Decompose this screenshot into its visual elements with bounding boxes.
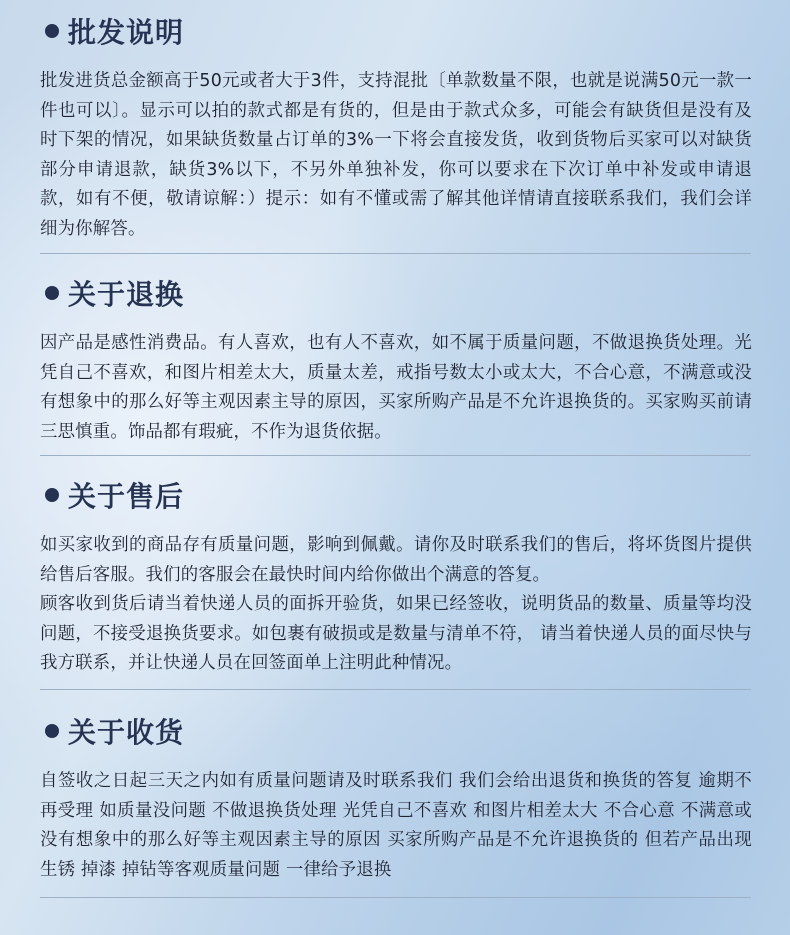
section-body (40, 531, 752, 679)
section-heading (40, 475, 752, 515)
divider (40, 897, 751, 898)
bullet-dot-icon (45, 488, 59, 502)
paragraph: 顾客收到货后请当着快递人员的面拆开验货，如果已经签收，说明货品的数量、质量等均没问题，不接受退换货要求。如包裹有破损或是数量与清单不符， 请当着快递人员的面尽快与我方联系，并让快递人员在回签面单上注明此种情况。 (40, 594, 752, 674)
section-title: 关于收货 (68, 716, 185, 749)
bullet-dot-icon (45, 724, 59, 738)
divider (40, 455, 751, 456)
section-title: 关于售后 (68, 480, 185, 513)
bullet-dot-icon (45, 24, 59, 38)
section-body (40, 329, 752, 447)
section-heading (40, 11, 752, 51)
section-receiving (40, 711, 752, 885)
section-title: 关于退换 (68, 278, 185, 311)
bullet-dot-icon (45, 286, 59, 300)
section-body (40, 67, 752, 245)
paragraph: 如买家收到的商品存有质量问题，影响到佩戴。请你及时联系我们的售后，将坏货图片提供给售后客服。我们的客服会在最快时间内给你做出个满意的答复。 (40, 535, 752, 585)
section-after-sales (40, 475, 752, 679)
section-body (40, 767, 752, 885)
paragraph: 因产品是感性消费品。有人喜欢，也有人不喜欢，如不属于质量问题，不做退换货处理。光凭自己不喜欢，和图片相差太大，质量太差，戒指号数太小或太大，不合心意，不满意或没有想象中的那么好等主观因素主导的原因，买家所购产品是不允许退换货的。买家购买前请三思慎重。饰品都有瑕疵，不作为退货依据。 (40, 333, 752, 442)
section-heading (40, 273, 752, 313)
section-wholesale (40, 11, 752, 245)
divider (40, 253, 751, 254)
section-title: 批发说明 (68, 16, 185, 49)
divider (40, 689, 751, 690)
section-heading (40, 711, 752, 751)
paragraph: 自签收之日起三天之内如有质量问题请及时联系我们 我们会给出退货和换货的答复 逾期不再受理 如质量没问题 不做退换货处理 光凭自己不喜欢 和图片相差太大 不合心意 不满意或没有想象中的那么好等主观因素主导的原因 买家所购产品是不允许退换货的 但若产品出现生锈 掉漆 掉钻等客观质量问题 一律给予退换 (40, 771, 752, 880)
paragraph: 批发进货总金额高于50元或者大于3件，支持混批〔单款数量不限，也就是说满50元一款一件也可以〕。显示可以拍的款式都是有货的，但是由于款式众多，可能会有缺货但是没有及时下架的情况，如果缺货数量占订单的3%一下将会直接发货，收到货物后买家可以对缺货部分申请退款，缺货3%以下，不另外单独补发，你可以要求在下次订单中补发或申请退款，如有不便，敬请谅解：）提示：如有不懂或需了解其他详情请直接联系我们，我们会详细为你解答。 (40, 71, 752, 239)
section-returns (40, 273, 752, 447)
